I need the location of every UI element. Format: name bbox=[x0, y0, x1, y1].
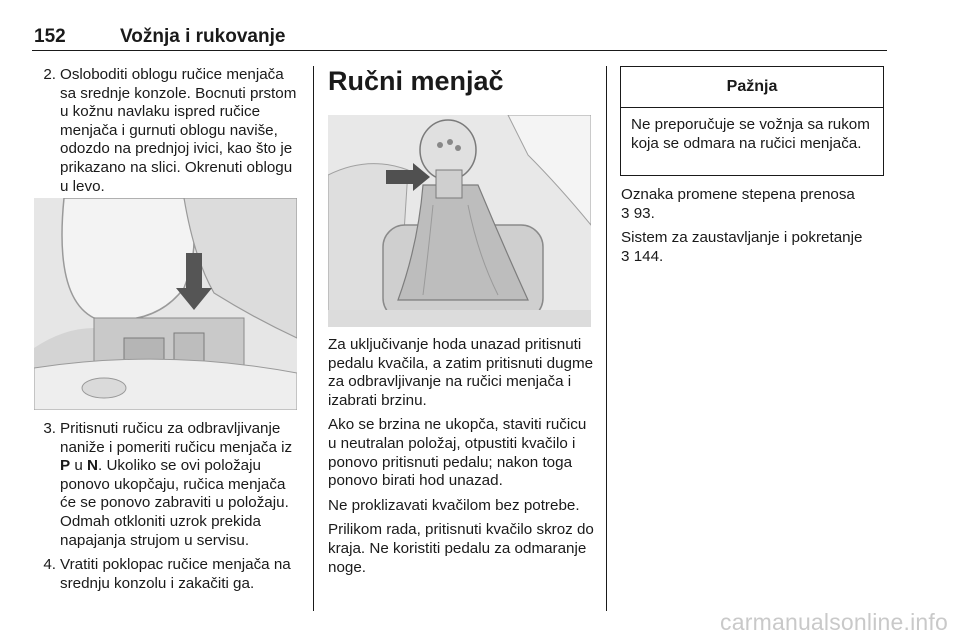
right-column-refs bbox=[621, 186, 885, 272]
step-number: 2. bbox=[43, 66, 56, 83]
cross-reference-1[interactable] bbox=[621, 186, 885, 223]
step-text-part: u bbox=[70, 457, 88, 475]
watermark: carmanualsonline.info bbox=[720, 609, 948, 635]
reference-arrow-icon: 3 bbox=[621, 204, 630, 222]
step-text-part: Pritisnuti ručicu za odbravljivanje naniže i pomeriti ručicu menjača iz bbox=[60, 420, 293, 456]
warning-title: Pažnja bbox=[621, 67, 883, 108]
reference-page: 144. bbox=[633, 247, 664, 265]
gear-cover-removal-illustration bbox=[34, 198, 297, 410]
paragraph: Za uključivanje hoda unazad pritisnuti pedalu kvačila, a zatim pritisnuti dugme za odbravljivanje na ručici menjača i izabrati brzinu. bbox=[328, 336, 594, 409]
page-header bbox=[32, 26, 887, 51]
step-3 bbox=[32, 420, 300, 550]
reference-arrow-icon: 3 bbox=[621, 247, 630, 265]
page-number: 152 bbox=[34, 26, 66, 47]
step-number: 4. bbox=[43, 556, 56, 574]
step-number: 3. bbox=[43, 420, 56, 437]
reference-text: Sistem za zaustavljanje i pokretanje bbox=[621, 229, 863, 247]
reference-page: 93. bbox=[633, 204, 655, 222]
middle-column-text bbox=[328, 336, 596, 583]
chapter-title: Vožnja i rukovanje bbox=[120, 26, 286, 47]
column-divider-2 bbox=[606, 66, 607, 611]
position-n: N bbox=[87, 457, 98, 475]
step-text: Vratiti poklopac ručice menjača na srednju konzolu i zakačiti ga. bbox=[60, 556, 291, 592]
section-title: Ručni menjač bbox=[328, 66, 504, 96]
manual-shifter-illustration bbox=[328, 115, 591, 327]
step-text-part: . Ukoliko se ovi položaju ponovo ukopčaju, ručica menjača će se ponovo zabraviti u položaju. Odmah otkloniti uzrok prekida napajanja strujom u servisu. bbox=[60, 457, 289, 549]
left-column-lower bbox=[32, 420, 300, 593]
step-text bbox=[60, 420, 300, 550]
warning-text: Ne preporučuje se vožnja sa rukom koja se odmara na ručici menjača. bbox=[631, 116, 870, 152]
position-p: P bbox=[60, 457, 71, 475]
left-column bbox=[32, 66, 300, 196]
paragraph: Prilikom rada, pritisnuti kvačilo skroz do kraja. Ne koristiti pedalu za odmaranje noge. bbox=[328, 521, 594, 576]
column-divider-1 bbox=[313, 66, 314, 611]
cross-reference-2[interactable] bbox=[621, 229, 885, 266]
step-2 bbox=[32, 66, 300, 196]
warning-box bbox=[620, 66, 884, 176]
reference-text: Oznaka promene stepena prenosa bbox=[621, 186, 855, 203]
paragraph: Ako se brzina ne ukopča, staviti ručicu u neutralan položaj, otpustiti kvačilo i ponovo pritisnuti pedalu; nakon toga ponovo birati hod unazad. bbox=[328, 416, 587, 490]
paragraph: Ne proklizavati kvačilom bez potrebe. bbox=[328, 496, 580, 514]
step-text: Osloboditi oblogu ručice menjača sa srednje konzole. Bocnuti prstom u kožnu navlaku ispred ručice menjača i gurnuti oblogu naviše, odozdo na prednjoj ivici, kao što je prikazano na slici. Okrenuti oblogu u levo. bbox=[60, 66, 297, 195]
step-4 bbox=[32, 556, 300, 593]
